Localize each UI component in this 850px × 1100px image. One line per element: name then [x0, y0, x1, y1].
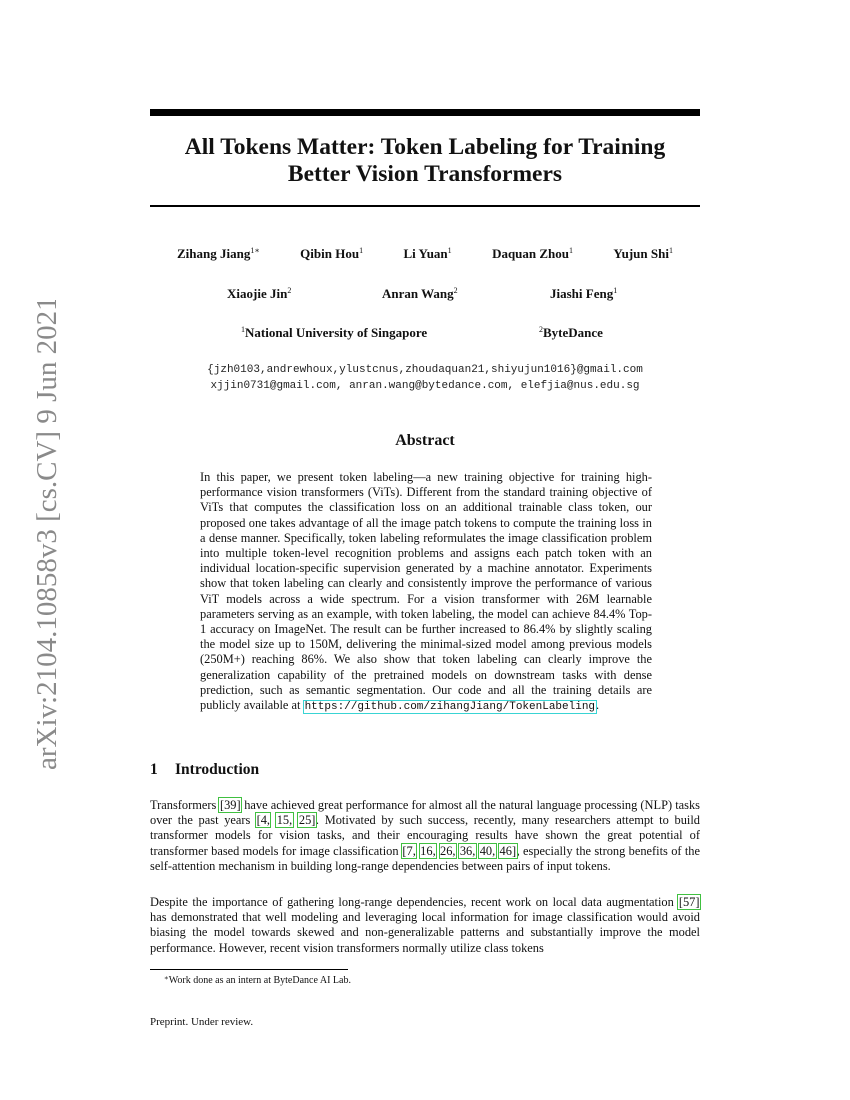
- title-line-2: Better Vision Transformers: [287, 161, 563, 187]
- arxiv-id-text: arXiv:2104.10858v3 [cs.CV] 9 Jun 2021: [31, 300, 63, 770]
- affiliation: $^2$ByteDance: [539, 325, 603, 340]
- citation-link[interactable]: 15,: [276, 813, 293, 828]
- arxiv-identifier: [24, 300, 64, 770]
- citation-link[interactable]: [39]: [219, 798, 241, 812]
- section-title: Introduction: [175, 761, 260, 778]
- email-line: {jzh0103,andrewhoux,ylustcnus,zhoudaquan21,shiyujun1016}@gmail.com: [207, 364, 643, 376]
- author: Daquan Zhou$^1$: [492, 246, 574, 261]
- author: Qibin Hou$^1$: [300, 246, 364, 261]
- author: Yujun Shi$^1$: [613, 246, 673, 261]
- citation-link[interactable]: 46]: [499, 843, 517, 858]
- author: Anran Wang$^2$: [382, 286, 458, 301]
- abstract-text: In this paper, we present token labeling—a new training objective for training high-performance vision transformers (ViTs). Different from the standard training objective of ViTs that computes the classification loss on an additional trainable class token, our proposed one takes advantage of all the image patch tokens to compute the training loss in a dense manner. Specifically, token labeling reformulates the image classification problem into multiple token-level recognition problems and assigns each patch token with an individual location-specific supervision generated by a machine annotator. Experiments show that token labeling can clearly and consistently improve the performance of various ViT models across a wide spectrum. For a vision transformer with 26M learnable parameters serving as an example, with token labeling, the model can achieve 84.4% Top-1 accuracy on ImageNet. The result can be further increased to 86.4% by slightly scaling the model size up to 150M, delivering the minimal-sized model among previous models (250M+) reaching 86%. We also show that token labeling can clearly improve the generalization capability of the pretrained models on downstream tasks with dense prediction, such as semantic segmentation. Our code and all the training details are publicly available at https://github.com/zihangJiang/TokenLabeling.: [200, 470, 652, 714]
- title-line-1: All Tokens Matter: Token Labeling for Training: [184, 134, 666, 160]
- intro-paragraph-2: Despite the importance of gathering long-range dependencies, recent work on local data augmentation [57] has demonstrated that well modeling and leveraging local information for image classification would avoid biasing the model towards skewed and non-generalizable patterns and substantially improve the model performance. However, recent vision transformers normally utilize class tokens: [150, 895, 700, 955]
- section-heading: [150, 761, 259, 779]
- citation-link[interactable]: [4,: [256, 813, 270, 828]
- page-footer: Preprint. Under review.: [150, 1016, 254, 1028]
- citation-link[interactable]: 16,: [420, 843, 436, 858]
- footnote-rule: [150, 969, 348, 970]
- affiliation: $^1$National University of Singapore: [241, 325, 428, 340]
- citation-link[interactable]: [57]: [678, 895, 700, 909]
- citation-link[interactable]: 40,: [479, 843, 496, 858]
- paper-title: [150, 134, 700, 188]
- footnote: ∗Work done as an intern at ByteDance AI Lab.: [164, 974, 351, 986]
- section-number: 1: [150, 761, 158, 778]
- abstract-heading: Abstract: [395, 432, 455, 449]
- citation-link[interactable]: 25]: [298, 813, 316, 828]
- author: Xiaojie Jin$^2$: [227, 286, 292, 301]
- intro-paragraph-1: Transformers [39] have achieved great performance for almost all the natural language processing (NLP) tasks over the past years [4, 15, 25]. Motivated by such success, recently, many researchers attempt to build transformer models for vision tasks, and their encouraging results have shown the great potential of transformer based models for image classification [7, 16, 26, 36, 40, 46], especially the strong benefits of the self-attention mechanism in building long-range dependencies between pairs of input tokens.: [150, 798, 700, 873]
- title-rule-top: [150, 109, 700, 116]
- code-link[interactable]: https://github.com/zihangJiang/TokenLabeling: [304, 701, 596, 714]
- email-line: xjjin0731@gmail.com, anran.wang@bytedance.com, elefjia@nus.edu.sg: [210, 379, 640, 392]
- citation-link[interactable]: 26,: [440, 843, 456, 858]
- author: Li Yuan$^1$: [403, 246, 452, 261]
- authors-row-1: [150, 243, 700, 262]
- title-rule-bottom: [150, 205, 700, 207]
- author: Zihang Jiang$^{1∗}$: [177, 246, 260, 261]
- author: Jiashi Feng$^1$: [550, 286, 618, 301]
- citation-link[interactable]: [7,: [402, 843, 416, 858]
- citation-link[interactable]: 36,: [459, 843, 476, 858]
- author-emails: [150, 363, 700, 394]
